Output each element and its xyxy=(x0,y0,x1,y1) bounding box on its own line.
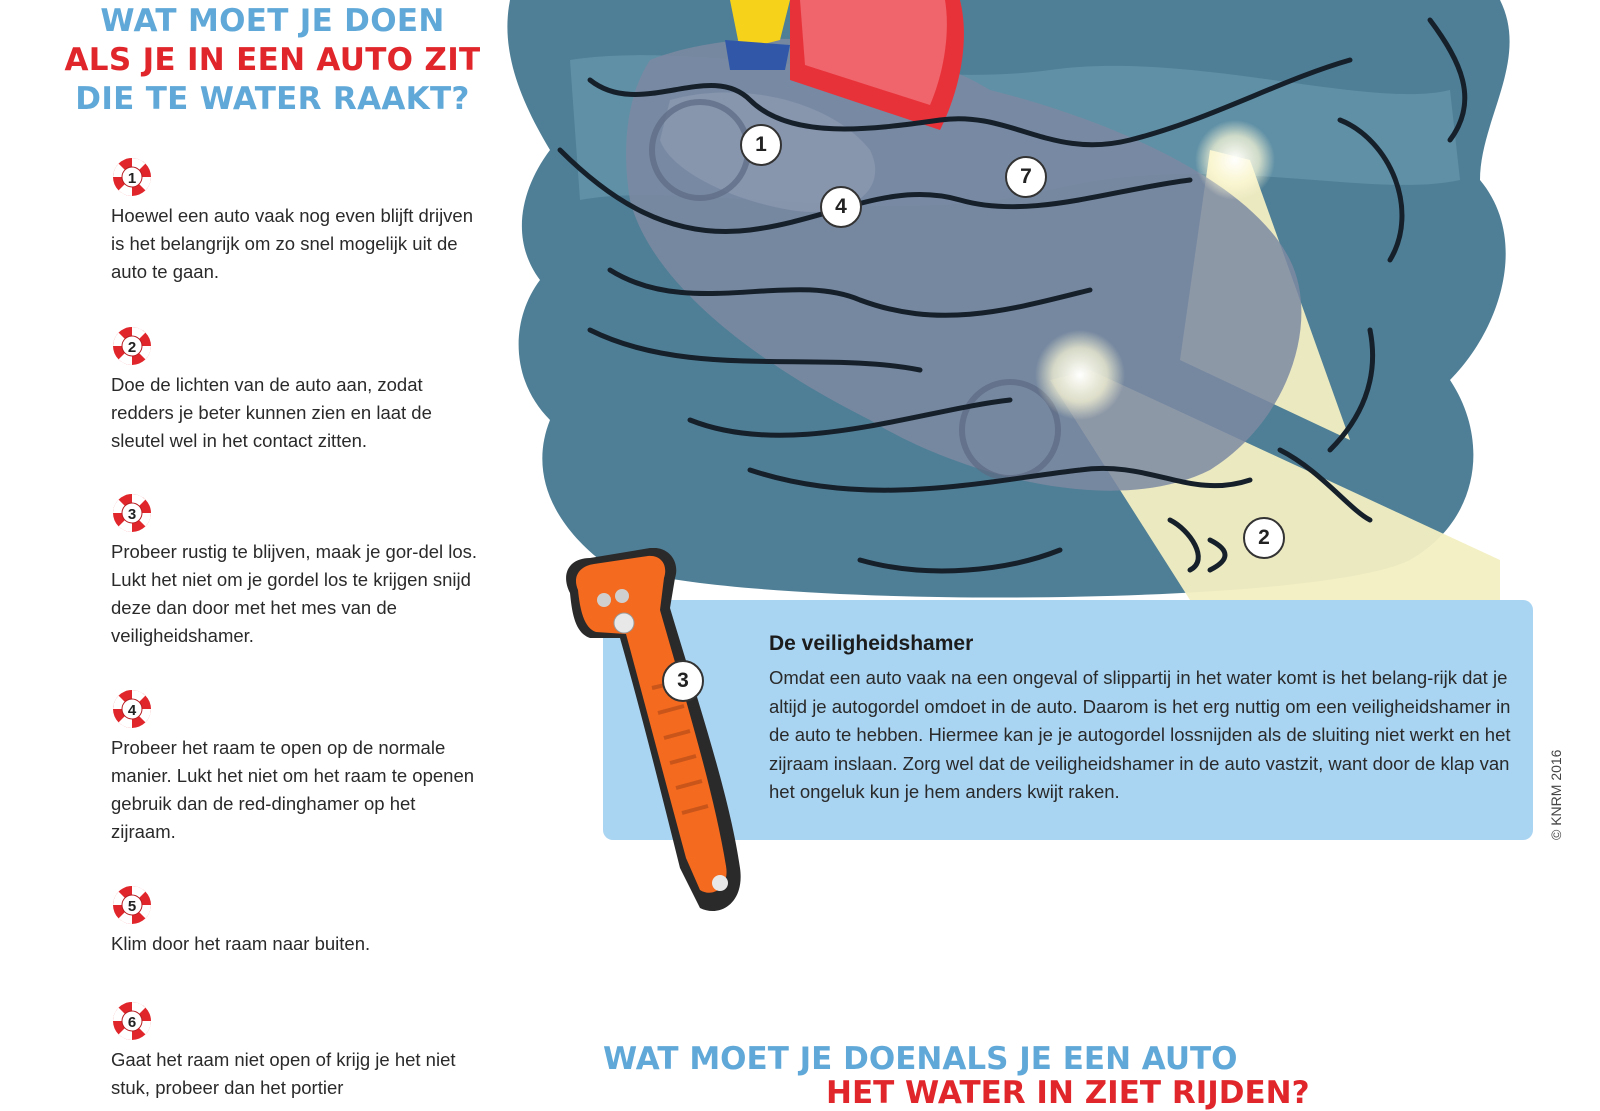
callout-marker: 7 xyxy=(1005,156,1047,198)
main-title xyxy=(0,2,545,119)
sinking-car-illustration xyxy=(490,0,1550,600)
title-line-1: WAT MOET JE DOEN xyxy=(100,3,445,39)
step-6 xyxy=(111,1000,481,1102)
lifebuoy-icon xyxy=(111,884,153,926)
step-1 xyxy=(111,156,481,286)
lifebuoy-icon xyxy=(111,1000,153,1042)
step-4 xyxy=(111,688,481,846)
step-text: Probeer rustig te blijven, maak je gor-del los. Lukt het niet om je gordel los te krijgen snijd deze dan door met het mes van de veiligheidshamer. xyxy=(111,541,478,646)
title-line-2: ALS JE IN EEN AUTO ZIT xyxy=(64,42,481,78)
lifebuoy-icon xyxy=(111,492,153,534)
callout-marker: 2 xyxy=(1243,517,1285,559)
svg-text:1: 1 xyxy=(127,170,137,187)
step-text: Probeer het raam te open op de normale manier. Lukt het niet om het raam te openen gebruik dan de red-dinghamer op het zijraam. xyxy=(111,737,475,842)
lifebuoy-icon xyxy=(111,156,153,198)
step-text: Klim door het raam naar buiten. xyxy=(111,933,371,954)
bottom-title-line-1: WAT MOET JE DOENALS JE EEN AUTO xyxy=(603,1041,1238,1077)
callout-marker: 3 xyxy=(662,660,704,702)
step-3 xyxy=(111,492,481,650)
step-2 xyxy=(111,325,481,455)
lifebuoy-icon xyxy=(111,688,153,730)
callout-marker: 4 xyxy=(820,186,862,228)
svg-text:6: 6 xyxy=(127,1014,137,1031)
step-text: Gaat het raam niet open of krijg je het niet stuk, probeer dan het portier xyxy=(111,1049,456,1098)
svg-text:4: 4 xyxy=(127,702,137,719)
step-text: Doe de lichten van de auto aan, zodat redders je beter kunnen zien en laat de sleutel wel in het contact zitten. xyxy=(111,374,432,451)
copyright: © KNRM 2016 xyxy=(1548,749,1564,840)
step-5 xyxy=(111,884,481,958)
svg-text:5: 5 xyxy=(127,898,137,915)
info-title: De veiligheidshamer xyxy=(769,632,974,655)
title-line-3: DIE TE WATER RAAKT? xyxy=(75,81,470,117)
svg-text:2: 2 xyxy=(127,339,137,356)
svg-text:3: 3 xyxy=(127,506,137,523)
lifebuoy-icon xyxy=(111,325,153,367)
step-text: Hoewel een auto vaak nog even blijft drijven is het belangrijk om zo snel mogelijk uit de auto te gaan. xyxy=(111,205,474,282)
callout-marker: 1 xyxy=(740,124,782,166)
info-text: Omdat een auto vaak na een ongeval of slippartij in het water komt is het belang-rijk dat je altijd je autogordel omdoet in de auto. Daarom is het erg nuttig om een veiligheidshamer in de auto te hebben. Hiermee kan je je autogordel lossnijden als de sluiting niet werkt en het zijraam inslaan. Zorg wel dat de veiligheidshamer in de auto vastzit, want door de klap van het ongeluk kun je hem anders kwijt raken. xyxy=(769,667,1511,802)
bottom-title-line-2: HET WATER IN ZIET RIJDEN? xyxy=(826,1075,1310,1111)
safety-hammer-icon xyxy=(560,548,770,928)
